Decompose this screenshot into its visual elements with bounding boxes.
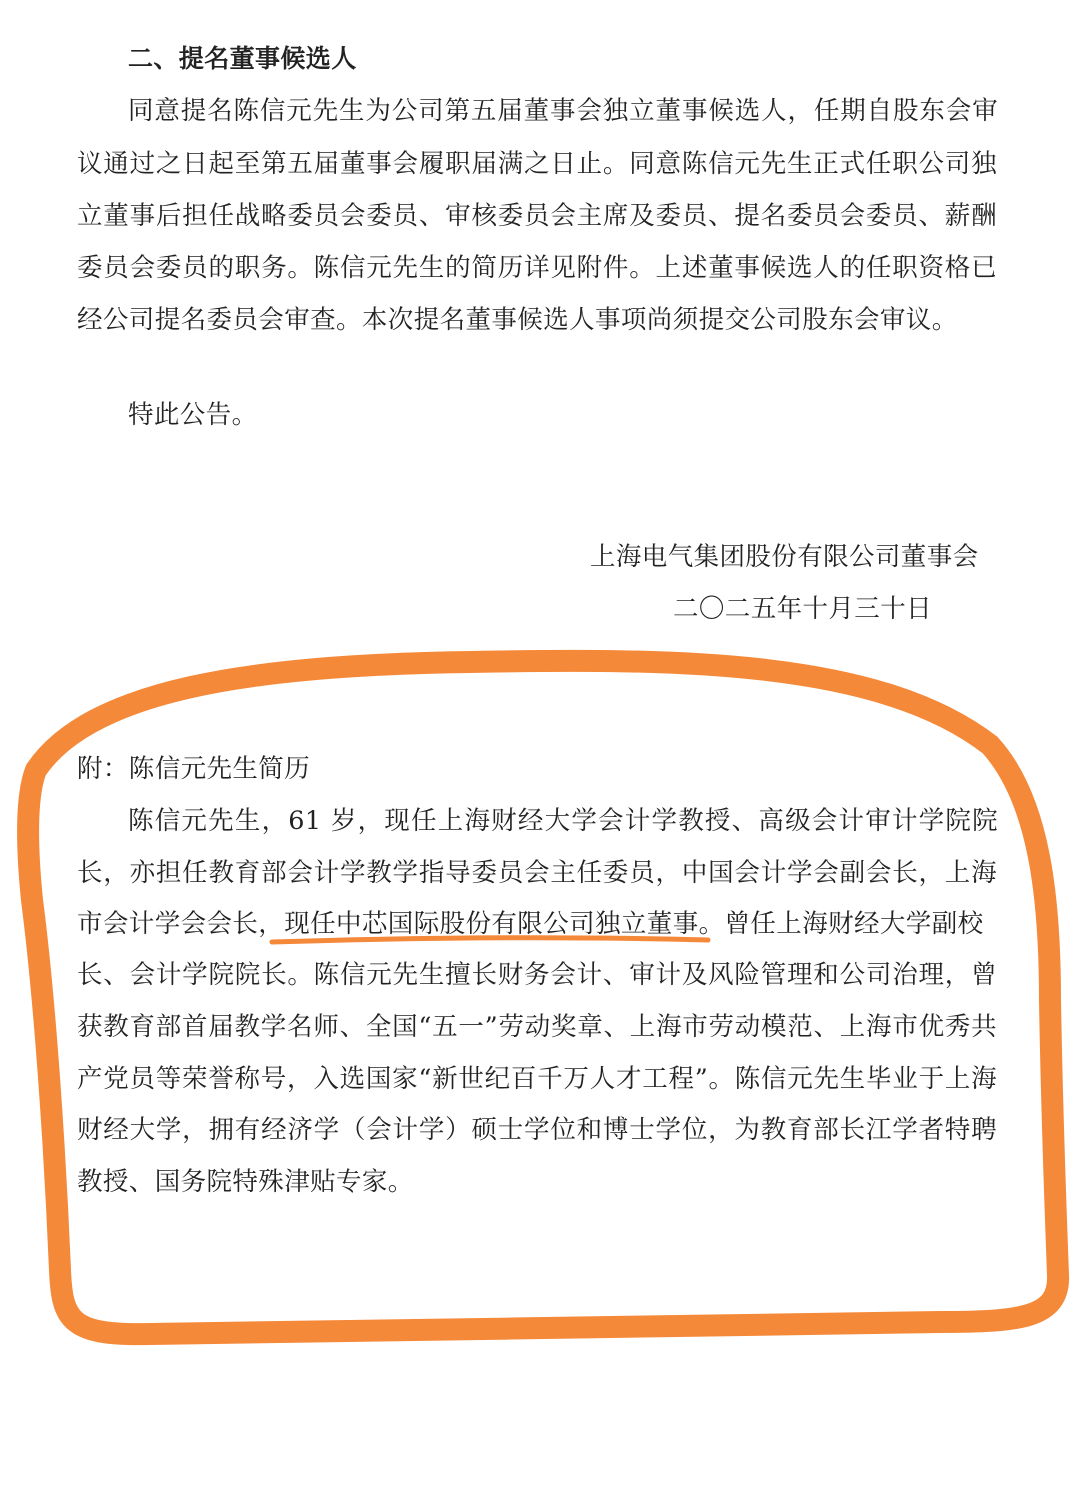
appendix-line: 产党员等荣誉称号，入选国家“新世纪百千万人才工程”。陈信元先生毕业于上海 (77, 1064, 997, 1094)
appendix-text: 。曾任上海财经大学副校 (698, 909, 984, 939)
appendix-line: 教授、国务院特殊津贴专家。 (77, 1167, 414, 1197)
appendix-line: 陈信元先生，61 岁，现任上海财经大学会计学教授、高级会计审计学院院 (128, 806, 998, 836)
paragraph-line: 经公司提名委员会审查。本次提名董事候选人事项尚须提交公司股东会审议。 (77, 305, 958, 335)
signature-date: 二〇二五年十月三十日 (673, 594, 933, 624)
section-heading: 二、提名董事候选人 (128, 44, 357, 73)
appendix-line: 获教育部首届教学名师、全国“五一”劳动奖章、上海市劳动模范、上海市优秀共 (77, 1012, 997, 1042)
closing-text: 特此公告。 (128, 400, 258, 430)
highlighted-text: 现任中芯国际股份有限公司独立董事 (284, 909, 699, 939)
appendix-title: 附：陈信元先生简历 (77, 754, 311, 784)
appendix-text: 市会计学会会长， (77, 909, 285, 939)
appendix-line: 长、会计学院院长。陈信元先生擅长财务会计、审计及风险管理和公司治理，曾 (77, 960, 997, 990)
appendix-line: 长，亦担任教育部会计学教学指导委员会主任委员，中国会计学会副会长，上海 (77, 858, 997, 888)
paragraph-line: 同意提名陈信元先生为公司第五届董事会独立董事候选人，任期自股东会审 (128, 96, 998, 126)
appendix-line-highlight (77, 897, 997, 951)
paragraph-line: 委员会委员的职务。陈信元先生的简历详见附件。上述董事候选人的任职资格已 (77, 253, 997, 283)
paragraph-line: 议通过之日起至第五届董事会履职届满之日止。同意陈信元先生正式任职公司独 (77, 149, 997, 179)
signature-org: 上海电气集团股份有限公司董事会 (590, 542, 979, 572)
paragraph-line: 立董事后担任战略委员会委员、审核委员会主席及委员、提名委员会委员、薪酬 (77, 201, 997, 231)
appendix-line: 财经大学，拥有经济学（会计学）硕士学位和博士学位，为教育部长江学者特聘 (77, 1115, 997, 1145)
